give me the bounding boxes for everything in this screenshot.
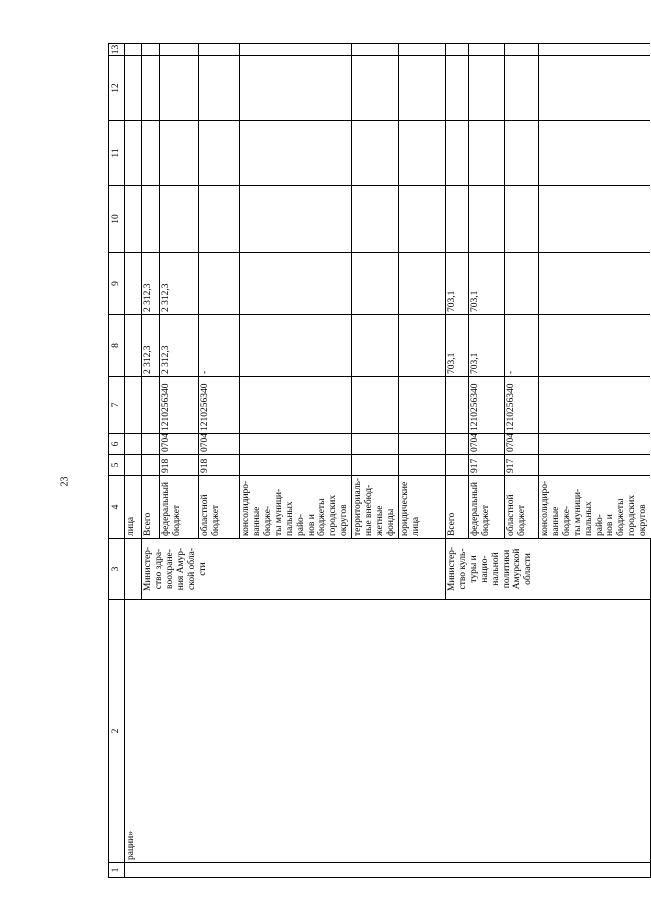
header-col-3: 3	[109, 539, 125, 600]
cell-col6	[240, 434, 352, 455]
cell-col11	[352, 121, 399, 186]
cell-col12	[468, 56, 504, 121]
header-col-8: 8	[109, 315, 125, 377]
cell-col11	[445, 121, 468, 186]
col2-cell: рации»	[125, 600, 651, 863]
cell-col8	[240, 315, 352, 377]
cell-col11	[538, 121, 650, 186]
cell-col13	[142, 44, 160, 56]
cell-col10	[125, 186, 142, 253]
cell-col6	[125, 434, 142, 455]
cell-col10	[504, 186, 538, 253]
cell-col9: 703,1	[445, 253, 468, 315]
header-col-6: 6	[109, 434, 125, 455]
rotated-table-page	[108, 38, 649, 878]
cell-col5: 917	[468, 455, 504, 476]
header-col-2: 2	[109, 600, 125, 863]
header-col-12: 12	[109, 56, 125, 121]
cell-col7: 1210256340	[199, 377, 240, 434]
cell-col12	[445, 56, 468, 121]
cell-col7: 1210256340	[468, 377, 504, 434]
cell-col10	[445, 186, 468, 253]
cell-col5	[538, 455, 650, 476]
row-label: федеральный бюджет	[468, 476, 504, 539]
cell-col7	[142, 377, 160, 434]
cell-col12	[240, 56, 352, 121]
header-col-1: 1	[109, 863, 125, 878]
row-label: областной бюджет	[504, 476, 538, 539]
cell-col8	[538, 315, 650, 377]
cell-col8	[125, 315, 142, 377]
header-col-5: 5	[109, 455, 125, 476]
cell-col11	[125, 121, 142, 186]
cell-col13	[504, 44, 538, 56]
cell-col9	[504, 253, 538, 315]
cell-col7: 1210256340	[504, 377, 538, 434]
row-label: юридические лица	[398, 476, 445, 539]
cell-col8	[352, 315, 399, 377]
header-col-4: 4	[109, 476, 125, 539]
cell-col10	[199, 186, 240, 253]
cell-col10	[398, 186, 445, 253]
row-label: федеральный бюджет	[160, 476, 199, 539]
cell-col11	[398, 121, 445, 186]
row-label: территориаль- ные внебюд- жетные фонды	[352, 476, 399, 539]
cell-col10	[160, 186, 199, 253]
row-label: Всего	[445, 476, 468, 539]
cell-col8: -	[199, 315, 240, 377]
cell-col6: 0704	[468, 434, 504, 455]
header-col-7: 7	[109, 377, 125, 434]
cell-col11	[160, 121, 199, 186]
cell-col8: 2 312,3	[160, 315, 199, 377]
cell-col13	[240, 44, 352, 56]
cell-col12	[160, 56, 199, 121]
cell-col11	[504, 121, 538, 186]
header-col-13: 13	[109, 44, 125, 56]
row-label: консолидиро- ванные бюдже- ты муници- пальных райо- нов и бюджеты городских округов	[538, 476, 650, 539]
cell-col8: -	[504, 315, 538, 377]
header-col-11: 11	[109, 121, 125, 186]
cell-col11	[468, 121, 504, 186]
cell-col8: 703,1	[468, 315, 504, 377]
cell-col13	[398, 44, 445, 56]
cell-col6	[352, 434, 399, 455]
cell-col5	[445, 455, 468, 476]
ministry-culture-cell: Министер- ство куль- туры и нацио- нальной политики Амурской области	[445, 539, 650, 600]
cell-col9: 703,1	[468, 253, 504, 315]
cell-col13	[160, 44, 199, 56]
cell-col11	[240, 121, 352, 186]
ministry-health-cell: Министер- ство здра- воохране- ния Амур- ской обла- сти	[142, 539, 446, 600]
cell-col10	[468, 186, 504, 253]
cell-col13	[352, 44, 399, 56]
cell-col6	[445, 434, 468, 455]
cell-col12	[538, 56, 650, 121]
cell-col11	[142, 121, 160, 186]
cell-col12	[504, 56, 538, 121]
cell-col9	[199, 253, 240, 315]
cell-col8: 703,1	[445, 315, 468, 377]
header-col-10: 10	[109, 186, 125, 253]
cell-col9	[352, 253, 399, 315]
cell-col5	[398, 455, 445, 476]
header-col-9: 9	[109, 253, 125, 315]
cell-col9: 2 312,3	[142, 253, 160, 315]
cell-col9: 2 312,3	[160, 253, 199, 315]
cell-col5: 918	[199, 455, 240, 476]
cell-col9	[240, 253, 352, 315]
cell-col10	[240, 186, 352, 253]
col1-cell	[125, 863, 651, 878]
cell-col9	[398, 253, 445, 315]
table-row	[125, 44, 142, 878]
cell-col12	[125, 56, 142, 121]
row-label: лица	[125, 476, 142, 539]
page-number: 23	[59, 476, 71, 487]
cell-col12	[142, 56, 160, 121]
cell-col5	[352, 455, 399, 476]
cell-col12	[199, 56, 240, 121]
row-label: консолидиро- ванные бюдже- ты муници- пальных райо- нов и бюджеты городских округов	[240, 476, 352, 539]
cell-col7	[240, 377, 352, 434]
cell-col13	[468, 44, 504, 56]
cell-col6: 0704	[160, 434, 199, 455]
cell-col10	[142, 186, 160, 253]
cell-col7	[352, 377, 399, 434]
cell-col6	[142, 434, 160, 455]
cell-col6	[538, 434, 650, 455]
cell-col13	[199, 44, 240, 56]
table-header-row	[109, 44, 125, 878]
budget-table	[108, 43, 651, 878]
cell-col9	[125, 253, 142, 315]
cell-col5	[142, 455, 160, 476]
cell-col7: 1210256340	[160, 377, 199, 434]
row-label: Всего	[142, 476, 160, 539]
cell-col9	[538, 253, 650, 315]
cell-col12	[352, 56, 399, 121]
cell-col7	[398, 377, 445, 434]
cell-col5: 918	[160, 455, 199, 476]
cell-col12	[398, 56, 445, 121]
cell-col13	[445, 44, 468, 56]
cell-col10	[538, 186, 650, 253]
cell-col5	[125, 455, 142, 476]
cell-col5	[240, 455, 352, 476]
ministry-cell-continued	[125, 539, 142, 600]
cell-col5: 917	[504, 455, 538, 476]
cell-col7	[538, 377, 650, 434]
cell-col6	[398, 434, 445, 455]
cell-col7	[125, 377, 142, 434]
cell-col13	[125, 44, 142, 56]
cell-col7	[445, 377, 468, 434]
row-label: областной бюджет	[199, 476, 240, 539]
cell-col13	[538, 44, 650, 56]
cell-col8: 2 312,3	[142, 315, 160, 377]
cell-col8	[398, 315, 445, 377]
cell-col6: 0704	[504, 434, 538, 455]
cell-col6: 0704	[199, 434, 240, 455]
cell-col10	[352, 186, 399, 253]
cell-col11	[199, 121, 240, 186]
